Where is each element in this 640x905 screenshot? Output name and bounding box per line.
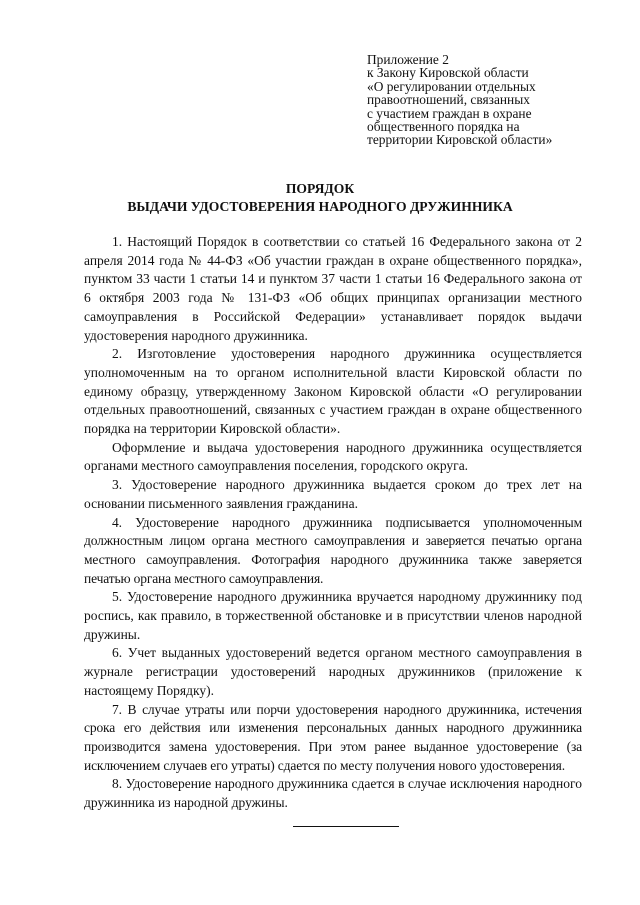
appendix-line: Приложение 2: [367, 52, 449, 67]
paragraph-2-continued: Оформление и выдача удостоверения народного дружинника осуществляется органами местного самоуправления поселения, городского округа.: [84, 439, 582, 474]
end-separator-line: [293, 826, 399, 827]
appendix-line: с участием граждан в охране: [367, 105, 532, 121]
document-subtitle: ВЫДАЧИ УДОСТОВЕРЕНИЯ НАРОДНОГО ДРУЖИННИКА: [127, 199, 513, 214]
paragraph-2: 2. Изготовление удостоверения народного дружинника осуществляется уполномоченным на то органом исполнительной власти Кировской области по единому образцу, утвержденному Законом Кировской области «О регулировании отдельных правоотношений, связанных с участием граждан в охране общественного порядка на территории Кировской области».: [84, 346, 582, 437]
document-body: [84, 233, 582, 813]
paragraph-1: 1. Настоящий Порядок в соответствии со статьей 16 Федерального закона от 2 апреля 2014 года № 44-ФЗ «Об участии граждан в охране общественного порядка», пунктом 33 части 1 статьи 14 и пунктом 37 части 1 статьи 16 Федерального закона от 6 октября 2003 года № 131-ФЗ «Об общих принципах организации местного самоуправления в Российской Федерации» устанавливает порядок выдачи удостоверения народного дружинника.: [84, 234, 582, 343]
paragraph-6: 6. Учет выданных удостоверений ведется органом местного самоуправления в журнале регистрации удостоверений народных дружинников (приложение к настоящему Порядку).: [84, 645, 582, 698]
appendix-header: [367, 53, 617, 147]
appendix-line: правоотношений, связанных: [367, 92, 530, 108]
appendix-line: общественного порядка на: [367, 119, 520, 135]
paragraph-7: 7. В случае утраты или порчи удостоверения народного дружинника, истечения срока его действия или изменения персональных данных народного дружинника производится замена удостоверения. При этом ранее выданное удостоверение (за исключением случаев его утраты) сдается по месту получения нового удостоверения.: [84, 701, 582, 773]
paragraph-8: 8. Удостоверение народного дружинника сдается в случае исключения народного дружинника из народной дружины.: [84, 776, 582, 811]
paragraph-5: 5. Удостоверение народного дружинника вручается народному дружиннику под роспись, как правило, в торжественной обстановке и в присутствии членов народной дружины.: [84, 589, 582, 642]
paragraph-4: 4. Удостоверение народного дружинника подписывается уполномоченным должностным лицом органа местного самоуправления и заверяется печатью органа местного самоуправления. Фотография народного дружинника также заверяется печатью органа местного самоуправления.: [84, 514, 582, 586]
appendix-line: «О регулировании отдельных: [367, 78, 536, 94]
appendix-line: территории Кировской области»: [367, 132, 553, 148]
document-title: ПОРЯДОК: [285, 181, 355, 196]
appendix-line: к Закону Кировской области: [367, 65, 529, 81]
paragraph-3: 3. Удостоверение народного дружинника выдается сроком до трех лет на основании письменного заявления гражданина.: [84, 477, 582, 511]
